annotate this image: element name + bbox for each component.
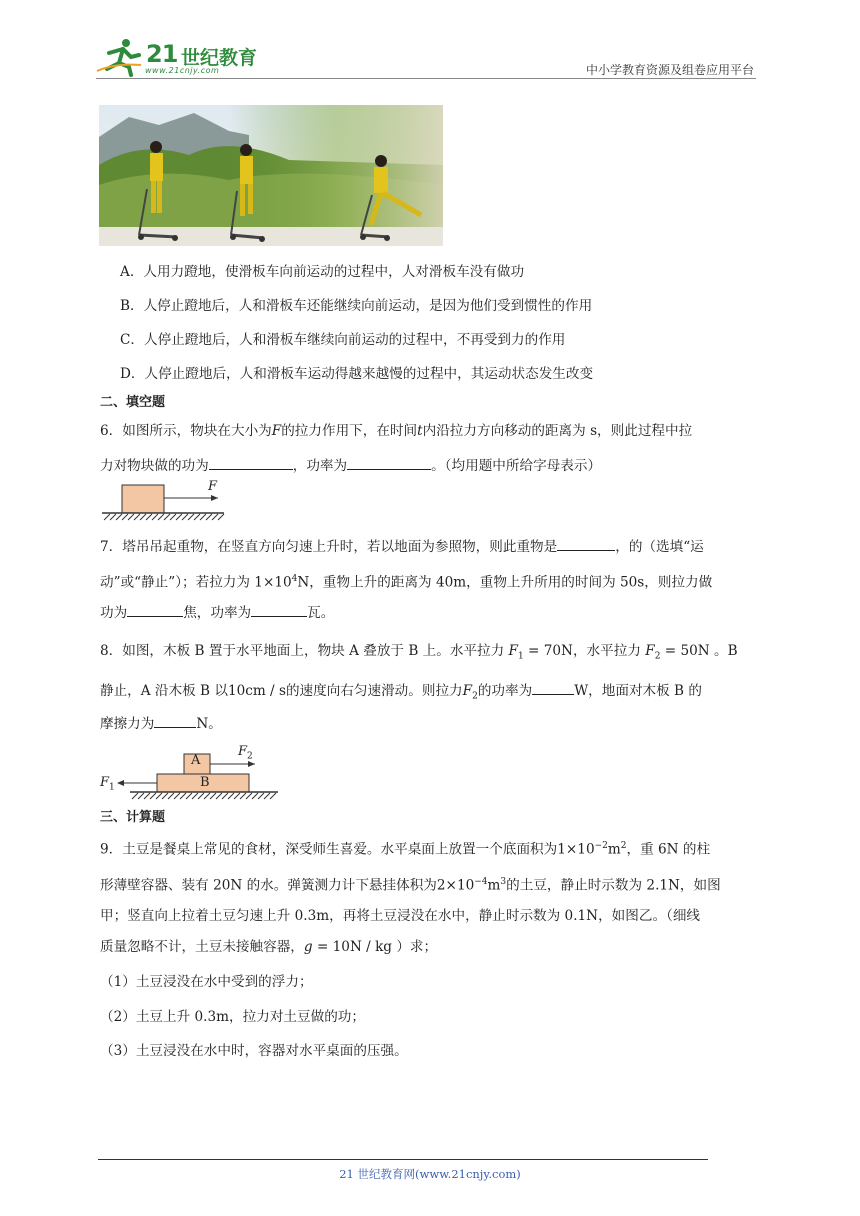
q9-line-2: 形薄壁容器、装有 20N 的水。弹簧测力计下悬挂体积为$2\times 10^{-4}m^3$的土豆，静止时示数为 2.1N，如图 [100,877,721,894]
logo-url: www.21cnjy.com [145,66,220,75]
q7-blank-power[interactable] [251,602,307,617]
q5-option-a: A．人用力蹬地，使滑板车向前运动的过程中，人对滑板车没有做功 [120,264,525,280]
q5-option-c: C．人停止蹬地后，人和滑板车继续向前运动的过程中，不再受到力的作用 [120,332,566,348]
scooter-photo [99,105,443,246]
q7-blank-motion[interactable] [557,536,615,551]
q8-fig-label-f1: $F_1$ [100,775,115,793]
q5-option-b: B．人停止蹬地后，人和滑板车还能继续向前运动，是因为他们受到惯性的作用 [120,298,593,314]
q9-sub-question-2: （2）土豆上升 0.3m，拉力对土豆做的功； [100,1009,365,1025]
q9-line-4: 质量忽略不计，土豆未接触容器，g = 10N / kg ）求； [100,939,438,955]
q8-fig-label-f2: $F_2$ [238,744,253,762]
footer-link[interactable]: 21 世纪教育网(www.21cnjy.com) [339,1167,521,1181]
q7-line-3: 功为 焦，功率为 瓦。 [100,602,334,623]
q9-sub-question-3: （3）土豆浸没在水中时，容器对水平桌面的压强。 [100,1043,408,1059]
q6-fig-force-label: F [208,479,218,494]
header-divider [96,78,756,79]
q9-sub-question-1: （1）土豆浸没在水中受到的浮力； [100,974,313,990]
q6-line-1: 6．如图所示，物块在大小为F的拉力作用下，在时间t内沿拉力方向移动的距离为 s，则此过程中拉 [100,423,693,439]
q6-blank-work[interactable] [209,455,293,470]
section-calculation-heading: 三、计算题 [100,810,166,825]
q8-line-3: 摩擦力为 N。 [100,713,222,734]
q6-blank-power[interactable] [347,455,431,470]
q7-line-1: 7．塔吊吊起重物，在竖直方向匀速上升时，若以地面为参照物，则此重物是 ，的（选填“运 [100,536,704,557]
q8-boards-figure [100,742,285,802]
logo-number: 21 [146,40,178,68]
q6-line-2: 力对物块做的功为 ，功率为 。（均用题中所给字母表示） [100,455,601,476]
q7-blank-work[interactable] [127,602,183,617]
q9-line-1: 9．土豆是餐桌上常见的食材，深受师生喜爱。水平桌面上放置一个底面积为$1\times 10^{-2}m^2$，重 6N 的柱 [100,841,711,858]
q8-fig-label-a: A [191,753,201,768]
footer-divider [98,1159,708,1160]
q8-line-2: 静止，A 沿木板 B 以10cm / s的速度向右匀速滑动。则拉力$F_2$的功率为 W，地面对木板 B 的 [100,680,702,707]
q8-fig-label-b: B [200,775,210,790]
logo-runner-icon [95,35,145,77]
q9-line-3: 甲；竖直向上拉着土豆匀速上升 0.3m，再将土豆浸没在水中，静止时示数为 0.1N，如图乙。（细线 [100,908,701,924]
section-fill-in-heading: 二、填空题 [100,395,166,410]
q8-blank-power[interactable] [532,680,574,695]
logo-text: 世纪教育 [181,47,258,69]
q8-line-1: 8．如图，木板 B 置于水平地面上，物块 A 叠放于 B 上。水平拉力 $F_1 = 70N$，水平拉力 $F_2 = 50N$ 。B [100,643,738,662]
q8-blank-friction[interactable] [154,713,196,728]
q7-line-2: 动”或“静止”）；若拉力为 $1\times 10^4N$，重物上升的距离为 40m，重物上升所用的时间为 50s，则拉力做 [100,574,713,591]
header-platform-text: 中小学教育资源及组卷应用平台 [585,63,754,77]
q5-option-d: D．人停止蹬地后，人和滑板车运动得越来越慢的过程中，其运动状态发生改变 [120,366,594,382]
